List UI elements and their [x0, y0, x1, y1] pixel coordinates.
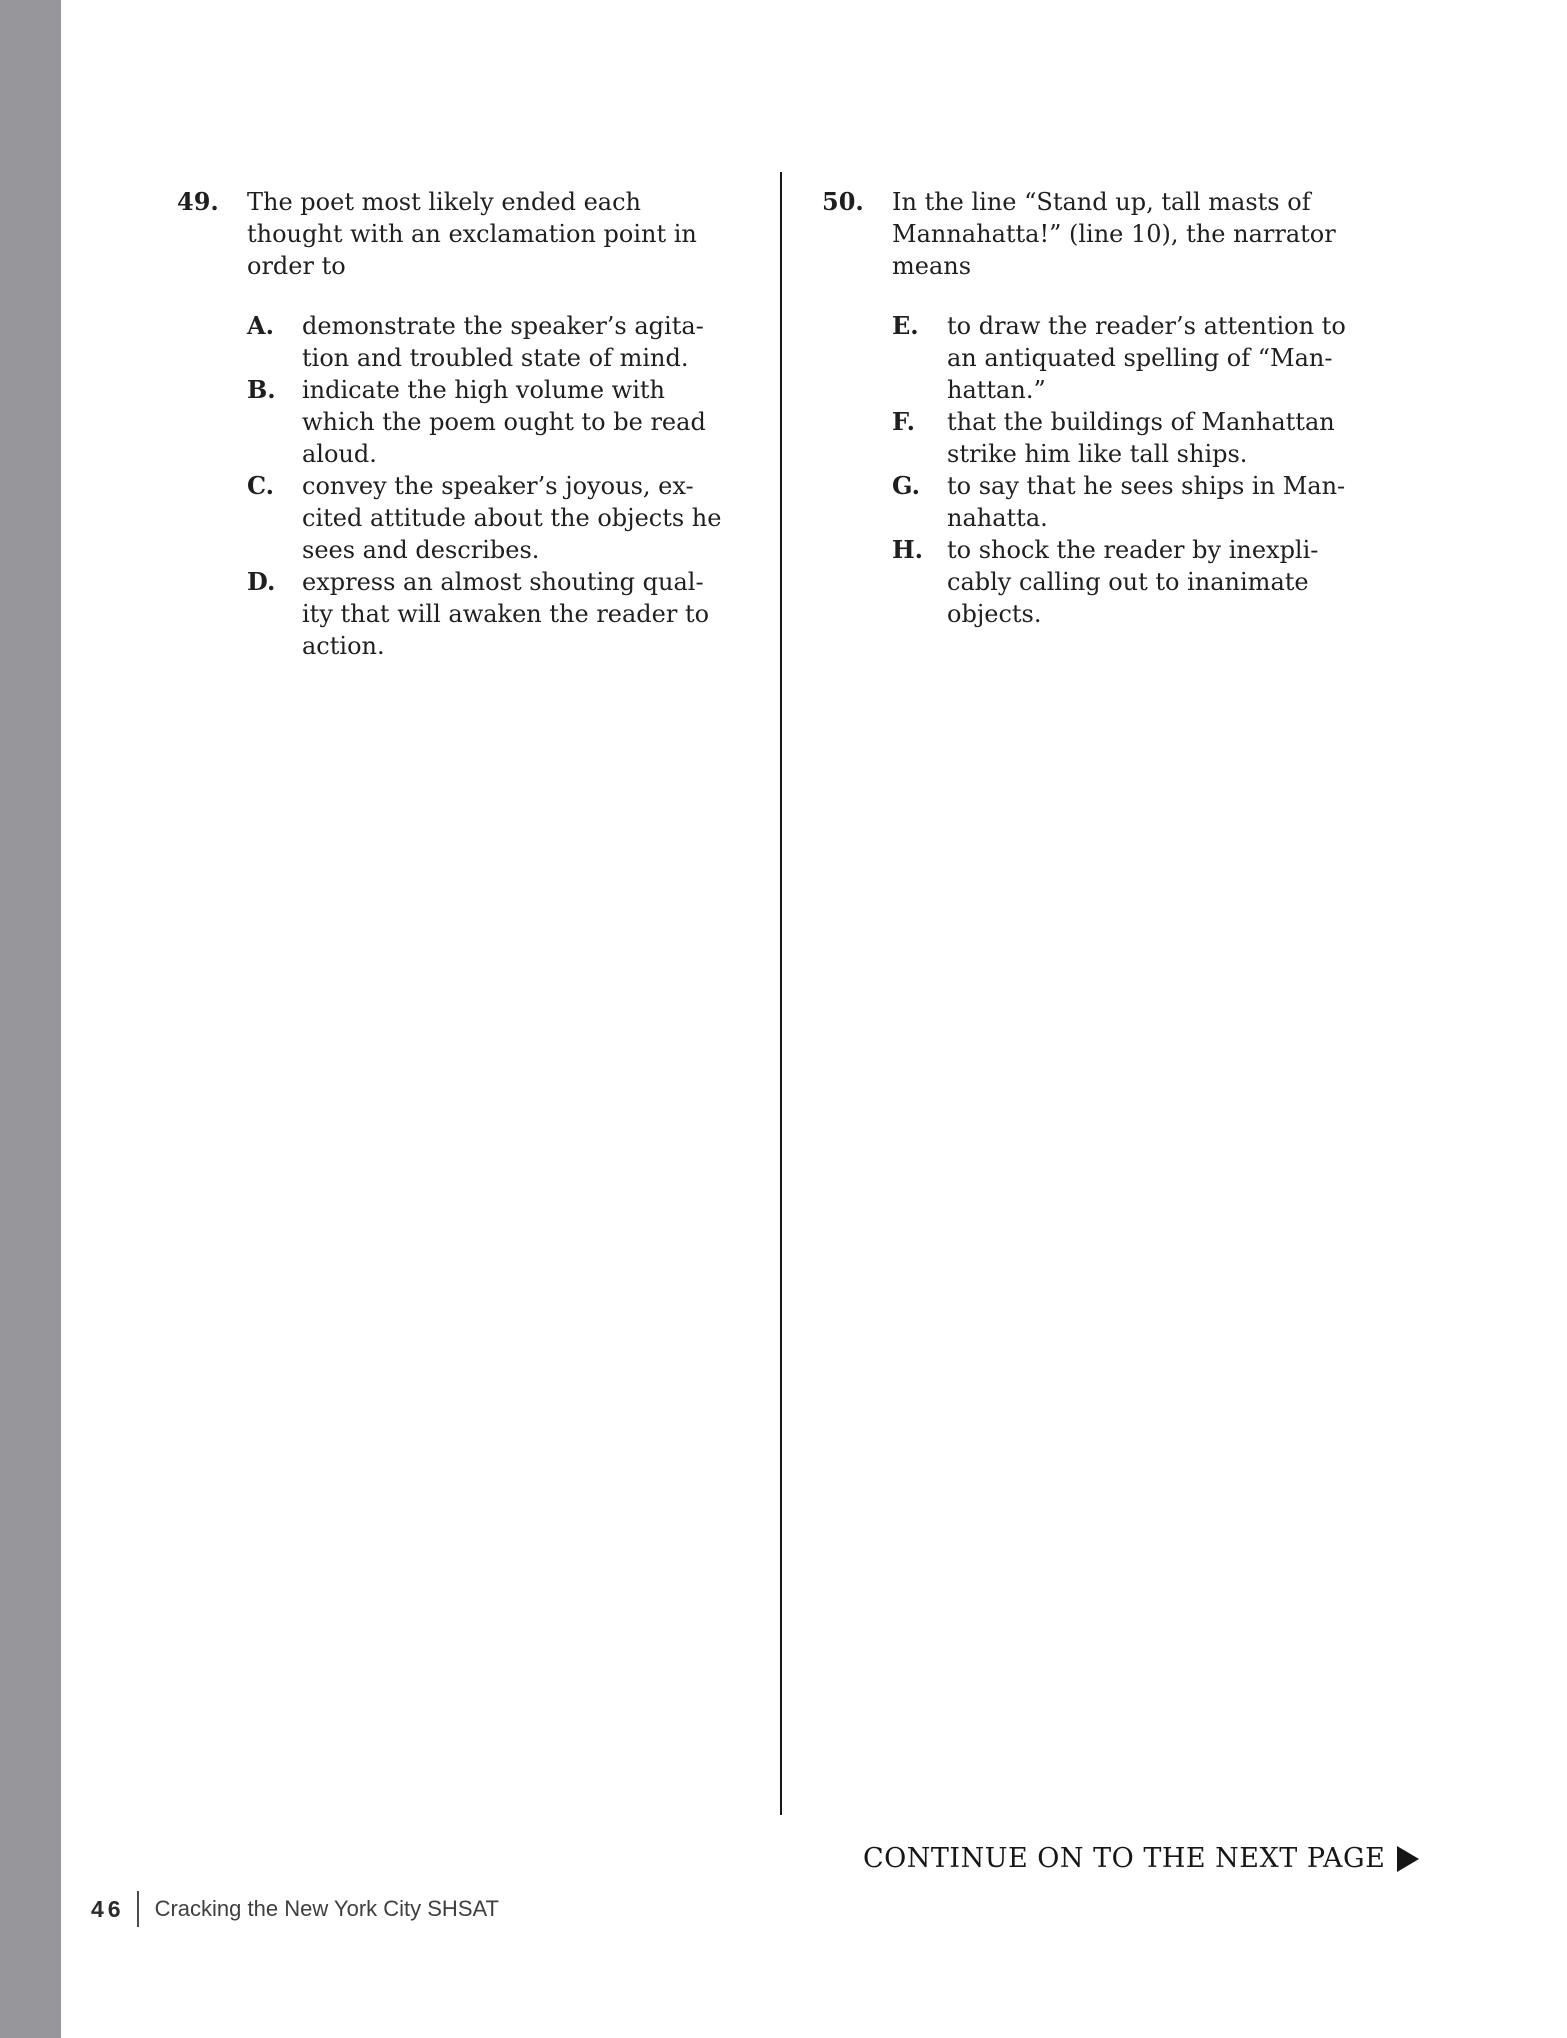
option-text: to shock the reader by inexpli- cably calling out to inanimate objects. [947, 536, 1319, 628]
stem-line: order to [247, 252, 346, 280]
option-text: to say that he sees ships in Man- nahatta. [947, 472, 1346, 532]
question-number: 50. [822, 187, 864, 216]
option-text: that the buildings of Manhattan strike him like tall ships. [947, 408, 1335, 468]
option-text: indicate the high volume with which the poem ought to be read aloud. [302, 376, 706, 468]
book-title: Cracking the New York City SHSAT [154, 1896, 499, 1921]
option-letter: E. [892, 311, 919, 340]
left-margin-bar [0, 0, 61, 2038]
continue-arrow-icon [1397, 1846, 1419, 1872]
option-letter: B. [247, 375, 276, 404]
stem-line: thought with an exclamation point in [247, 220, 697, 248]
option-g [892, 470, 1522, 534]
option-text: convey the speaker’s joyous, ex- cited attitude about the objects he sees and describes. [302, 472, 722, 564]
option-f [892, 406, 1522, 470]
question-50 [822, 186, 1522, 630]
option-c [247, 470, 777, 566]
stem-line: The poet most likely ended each [247, 188, 641, 216]
option-letter: G. [892, 471, 920, 500]
option-h [892, 534, 1522, 630]
option-text: to draw the reader’s attention to an antiquated spelling of “Man- hattan.” [947, 312, 1346, 404]
stem-line: Mannahatta!” (line 10), the narrator [892, 220, 1336, 248]
footer [91, 1891, 499, 1927]
footer-divider [137, 1891, 139, 1927]
option-b [247, 374, 777, 470]
continue-notice-label: CONTINUE ON TO THE NEXT PAGE [863, 1843, 1386, 1874]
option-letter: A. [247, 311, 274, 340]
question-49 [177, 186, 777, 662]
continue-notice [863, 1843, 1419, 1874]
option-a [247, 310, 777, 374]
option-letter: F. [892, 407, 915, 436]
option-letter: C. [247, 471, 275, 500]
option-letter: D. [247, 567, 276, 596]
question-number: 49. [177, 187, 219, 216]
option-text: demonstrate the speaker’s agita- tion and troubled state of mind. [302, 312, 704, 372]
option-letter: H. [892, 535, 924, 564]
page-number: 46 [91, 1895, 125, 1922]
question-stem [892, 186, 1522, 282]
column-divider [780, 172, 782, 1815]
option-text: express an almost shouting qual- ity that will awaken the reader to action. [302, 568, 710, 660]
question-stem [247, 186, 777, 282]
option-d [247, 566, 777, 662]
stem-line: In the line “Stand up, tall masts of [892, 188, 1311, 216]
option-e [892, 310, 1522, 406]
stem-line: means [892, 252, 972, 280]
